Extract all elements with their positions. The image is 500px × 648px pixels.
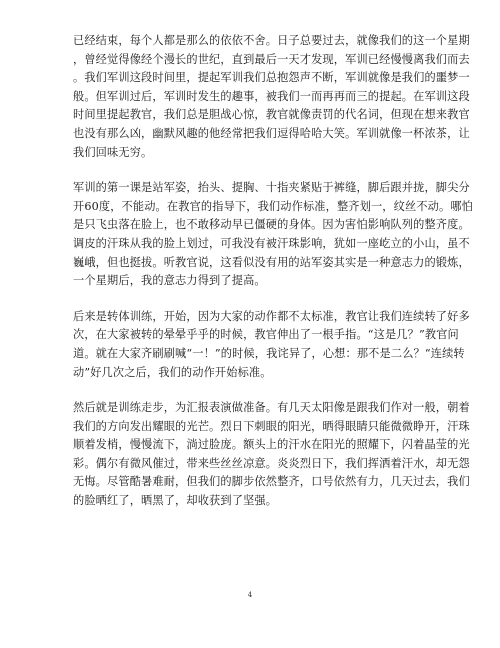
text-line: 顺着发梢，慢慢流下，淌过脸庞。额头上的汗水在阳光的照耀下，闪着晶莹的光 — [73, 438, 470, 452]
text-line: 是只飞虫落在脸上，也不敢移动早已僵硬的身体。因为害怕影响队列的整齐度。 — [73, 218, 470, 232]
text-line: 我们回味无穷。 — [73, 145, 153, 159]
text-line: 调皮的汗珠从我的脸上划过，可我没有被汗珠影响，犹如一座屹立的小山，虽不 — [73, 236, 470, 250]
text-line: 后来是转体训练，开始，因为大家的动作都不太标准，教官让我们连续转了好多 — [73, 309, 470, 323]
text-line: 次，在大家被转的晕晕乎乎的时候，教官伸出了一根手指。“这是几？”教官问 — [73, 328, 459, 342]
text-line: 我们的方向发出耀眼的光芒。烈日下刺眼的阳光，晒得眼睛只能微微睁开，汗珠 — [73, 419, 470, 433]
text-line: 的脸晒红了，晒黑了，却收获到了坚强。 — [73, 494, 278, 508]
text-line: 已经结束，每个人都是那么的依依不舍。日子总要过去，就像我们的这一个星期 — [73, 34, 470, 47]
text-line: 也没有那么凶，幽默风趣的他经常把我们逗得哈哈大笑。军训就像一杯浓茶，让 — [73, 126, 470, 140]
text-line: 动”好几次之后，我们的动作开始标准。 — [73, 365, 272, 379]
paragraph-4 — [73, 399, 470, 511]
page-number: 4 — [247, 591, 253, 599]
document-body — [73, 32, 474, 511]
text-line: 然后就是训练走步，为汇报表演做准备。有几天太阳像是跟我们作对一般，朝着 — [73, 401, 470, 415]
text-line: 军训的第一课是站军姿，抬头、提胸、十指夹紧贴于裤缝，脚后跟并拢，脚尖分 — [73, 181, 470, 195]
text-line: ，曾经觉得像经个漫长的世纪，直到最后一天才发现，军训已经慢慢离我们而去 — [73, 52, 470, 66]
text-line: 无悔。尽管酷暑难耐，但我们的脚步依然整齐，口号依然有力，几天过去，我们 — [73, 475, 470, 489]
paragraph-3 — [73, 308, 470, 382]
text-line: 。我们军训这段时间里，提起军训我们总抱怨声不断，军训就像是我们的噩梦一 — [73, 71, 470, 85]
text-line: 时间里提起教官，我们总是胆战心惊，教官就像责罚的代名词，但现在想来教官 — [73, 108, 470, 122]
text-line: 一个星期后，我的意志力得到了提高。 — [73, 274, 266, 288]
text-line: 般。但军训过后，军训时发生的趣事，被我们一而再再而三的提起。在军训这段 — [73, 89, 470, 103]
text-line: 彩。偶尔有微风催过，带来些丝丝凉意。炎炎烈日下，我们挥洒着汗水，却无怨 — [73, 456, 470, 470]
text-line: 开60度，不能动。在教官的指导下，我们动作标准，整齐划一，纹丝不动。哪怕 — [73, 199, 474, 213]
paragraph-2 — [73, 179, 474, 291]
text-line: 巍峨，但也挺拔。听教官说，这看似没有用的站军姿其实是一种意志力的锻炼， — [73, 255, 470, 269]
paragraph-1 — [73, 32, 470, 162]
text-line: 道。就在大家齐刷刷喊“一！”的时候，我诧异了，心想：那不是二么？“连续转 — [73, 346, 465, 360]
